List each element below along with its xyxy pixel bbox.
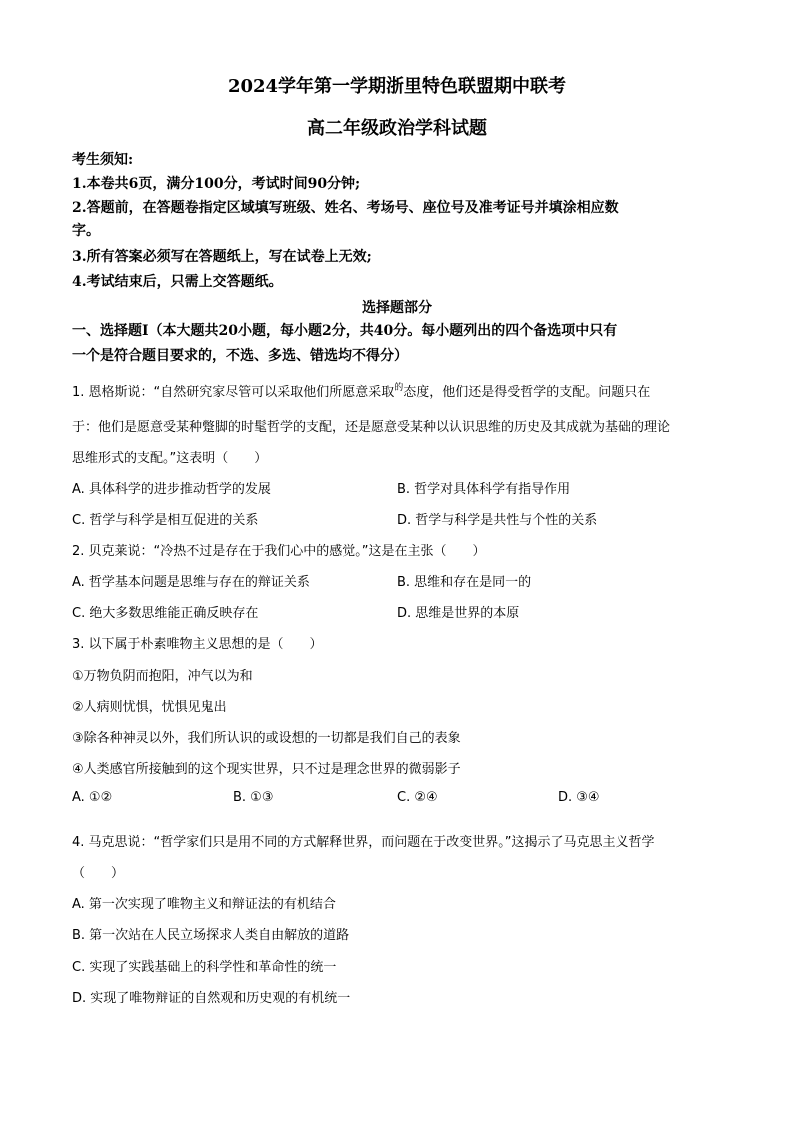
stem-superscript: 的 [394,383,404,393]
question-stem: 4. 马克思说：“哲学家们只是用不同的方式解释世界，而问题在于改变世界。”这揭示了马克思主义哲学 [72,835,655,850]
notice-item: 2.答题前，在答题卷指定区域填写班级、姓名、考场号、座位号及准考证号并填涂相应数 [72,200,619,216]
option-d: D. 实现了唯物辩证的自然观和历史观的有机统一 [72,991,351,1006]
option-c: C. ②④ [397,790,438,805]
question-stem: 2. 贝克莱说：“冷热不过是存在于我们心中的感觉。”这是在主张（ ） [72,544,486,559]
option-b: B. 第一次站在人民立场探求人类自由解放的道路 [72,928,350,943]
statement: ①万物负阴而抱阳，冲气以为和 [72,669,253,684]
question-stem-line: 思维形式的支配。”这表明（ ） [72,451,268,466]
section-instruction: 一、选择题Ⅰ（本大题共20小题，每小题2分，共40分。每小题列出的四个备选项中只有 [72,323,618,339]
option-a: A. 具体科学的进步推动哲学的发展 [72,482,271,497]
notice-item: 1.本卷共6页，满分100分，考试时间90分钟; [72,176,361,192]
statement: ③除各种神灵以外，我们所认识的或设想的一切都是我们自己的表象 [72,731,461,746]
exam-subtitle: 高二年级政治学科试题 [307,118,487,139]
notice-heading: 考生须知: [72,152,134,168]
option-b: B. ①③ [233,790,274,805]
option-d: D. ③④ [558,790,600,805]
question-stem: 3. 以下属于朴素唯物主义思想的是（ ） [72,637,323,652]
option-c: C. 哲学与科学是相互促进的关系 [72,513,259,528]
statement: ②人病则忧惧，忧惧见鬼出 [72,700,227,715]
section-title: 选择题部分 [362,300,432,316]
option-d: D. 思维是世界的本原 [397,606,520,621]
option-c: C. 实现了实践基础上的科学性和革命性的统一 [72,960,337,975]
option-c: C. 绝大多数思维能正确反映存在 [72,606,259,621]
notice-item: 4.考试结束后，只需上交答题纸。 [72,274,283,290]
stem-part: 态度，他们还是得受哲学的支配。问题只在 [403,385,651,400]
option-a: A. 第一次实现了唯物主义和辩证法的有机结合 [72,897,336,912]
section-instruction: 一个是符合题目要求的，不选、多选、错选均不得分） [72,348,408,364]
option-b: B. 哲学对具体科学有指导作用 [397,482,571,497]
statement: ④人类感官所接触到的这个现实世界，只不过是理念世界的微弱影子 [72,762,461,777]
question-stem-line: 于：他们是愿意受某种蹩脚的时髦哲学的支配，还是愿意受某种以认识思维的历史及其成就为基础的理论 [72,420,671,435]
question-stem [72,381,650,400]
option-d: D. 哲学与科学是共性与个性的关系 [397,513,598,528]
option-a: A. 哲学基本问题是思维与存在的辩证关系 [72,575,310,590]
notice-item: 3.所有答案必须写在答题纸上，写在试卷上无效; [72,249,372,265]
option-b: B. 思维和存在是同一的 [397,575,532,590]
option-a: A. ①② [72,790,113,805]
stem-part: 1. 恩格斯说：“自然研究家尽管可以采取他们所愿意采取 [72,385,395,400]
question-stem-line: （ ） [72,866,125,881]
notice-item: 字。 [72,223,100,239]
exam-title: 2024学年第一学期浙里特色联盟期中联考 [227,76,567,97]
